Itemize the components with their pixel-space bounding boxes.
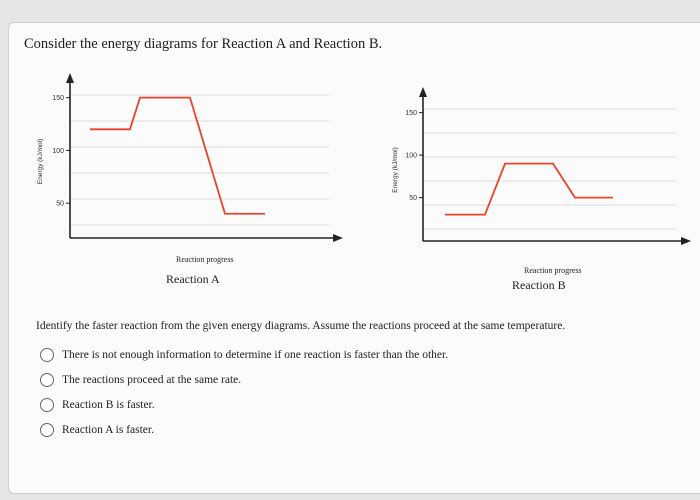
x-axis-arrow-icon <box>681 237 691 245</box>
y-axis-arrow-icon <box>66 73 74 83</box>
y-axis-label: Energy (kJ/mol) <box>37 138 44 185</box>
prompt-text: Consider the energy diagrams for Reaction A and Reaction B. <box>24 36 383 52</box>
question-text: Identify the faster reaction from the given energy diagrams. Assume the reactions proceed at the same temperature. <box>36 320 566 332</box>
radio-button[interactable] <box>40 423 54 437</box>
option-label: Reaction B is faster. <box>62 399 155 411</box>
x-axis-arrow-icon <box>333 234 343 242</box>
chart-reaction-b <box>385 75 700 255</box>
radio-button[interactable] <box>40 373 54 387</box>
option-not-enough-info[interactable] <box>40 348 448 362</box>
caption-reaction-b: Reaction B <box>512 278 566 292</box>
option-label: There is not enough information to determine if one reaction is faster than the other. <box>62 349 449 361</box>
energy-curve <box>90 98 265 214</box>
y-tick-label: 50 <box>409 195 417 203</box>
option-same-rate[interactable] <box>40 373 241 387</box>
y-axis-label: Energy (kJ/mol) <box>392 147 399 193</box>
chart-reaction-a <box>30 70 350 250</box>
option-reaction-a-faster[interactable] <box>40 423 154 437</box>
option-label: Reaction A is faster. <box>62 424 154 436</box>
y-tick-label: 50 <box>56 200 64 208</box>
y-tick-label: 150 <box>52 95 64 103</box>
option-reaction-b-faster[interactable] <box>40 398 155 412</box>
y-tick-label: 150 <box>405 110 417 118</box>
option-label: The reactions proceed at the same rate. <box>62 374 242 386</box>
radio-button[interactable] <box>40 398 54 412</box>
y-tick-label: 100 <box>52 147 64 155</box>
energy-curve <box>445 164 613 215</box>
xlabel-reaction-a: Reaction progress <box>176 255 234 264</box>
caption-reaction-a: Reaction A <box>166 272 220 286</box>
xlabel-reaction-b: Reaction progress <box>524 266 582 275</box>
radio-button[interactable] <box>40 348 54 362</box>
y-axis-arrow-icon <box>419 87 427 97</box>
y-tick-label: 100 <box>405 152 417 160</box>
